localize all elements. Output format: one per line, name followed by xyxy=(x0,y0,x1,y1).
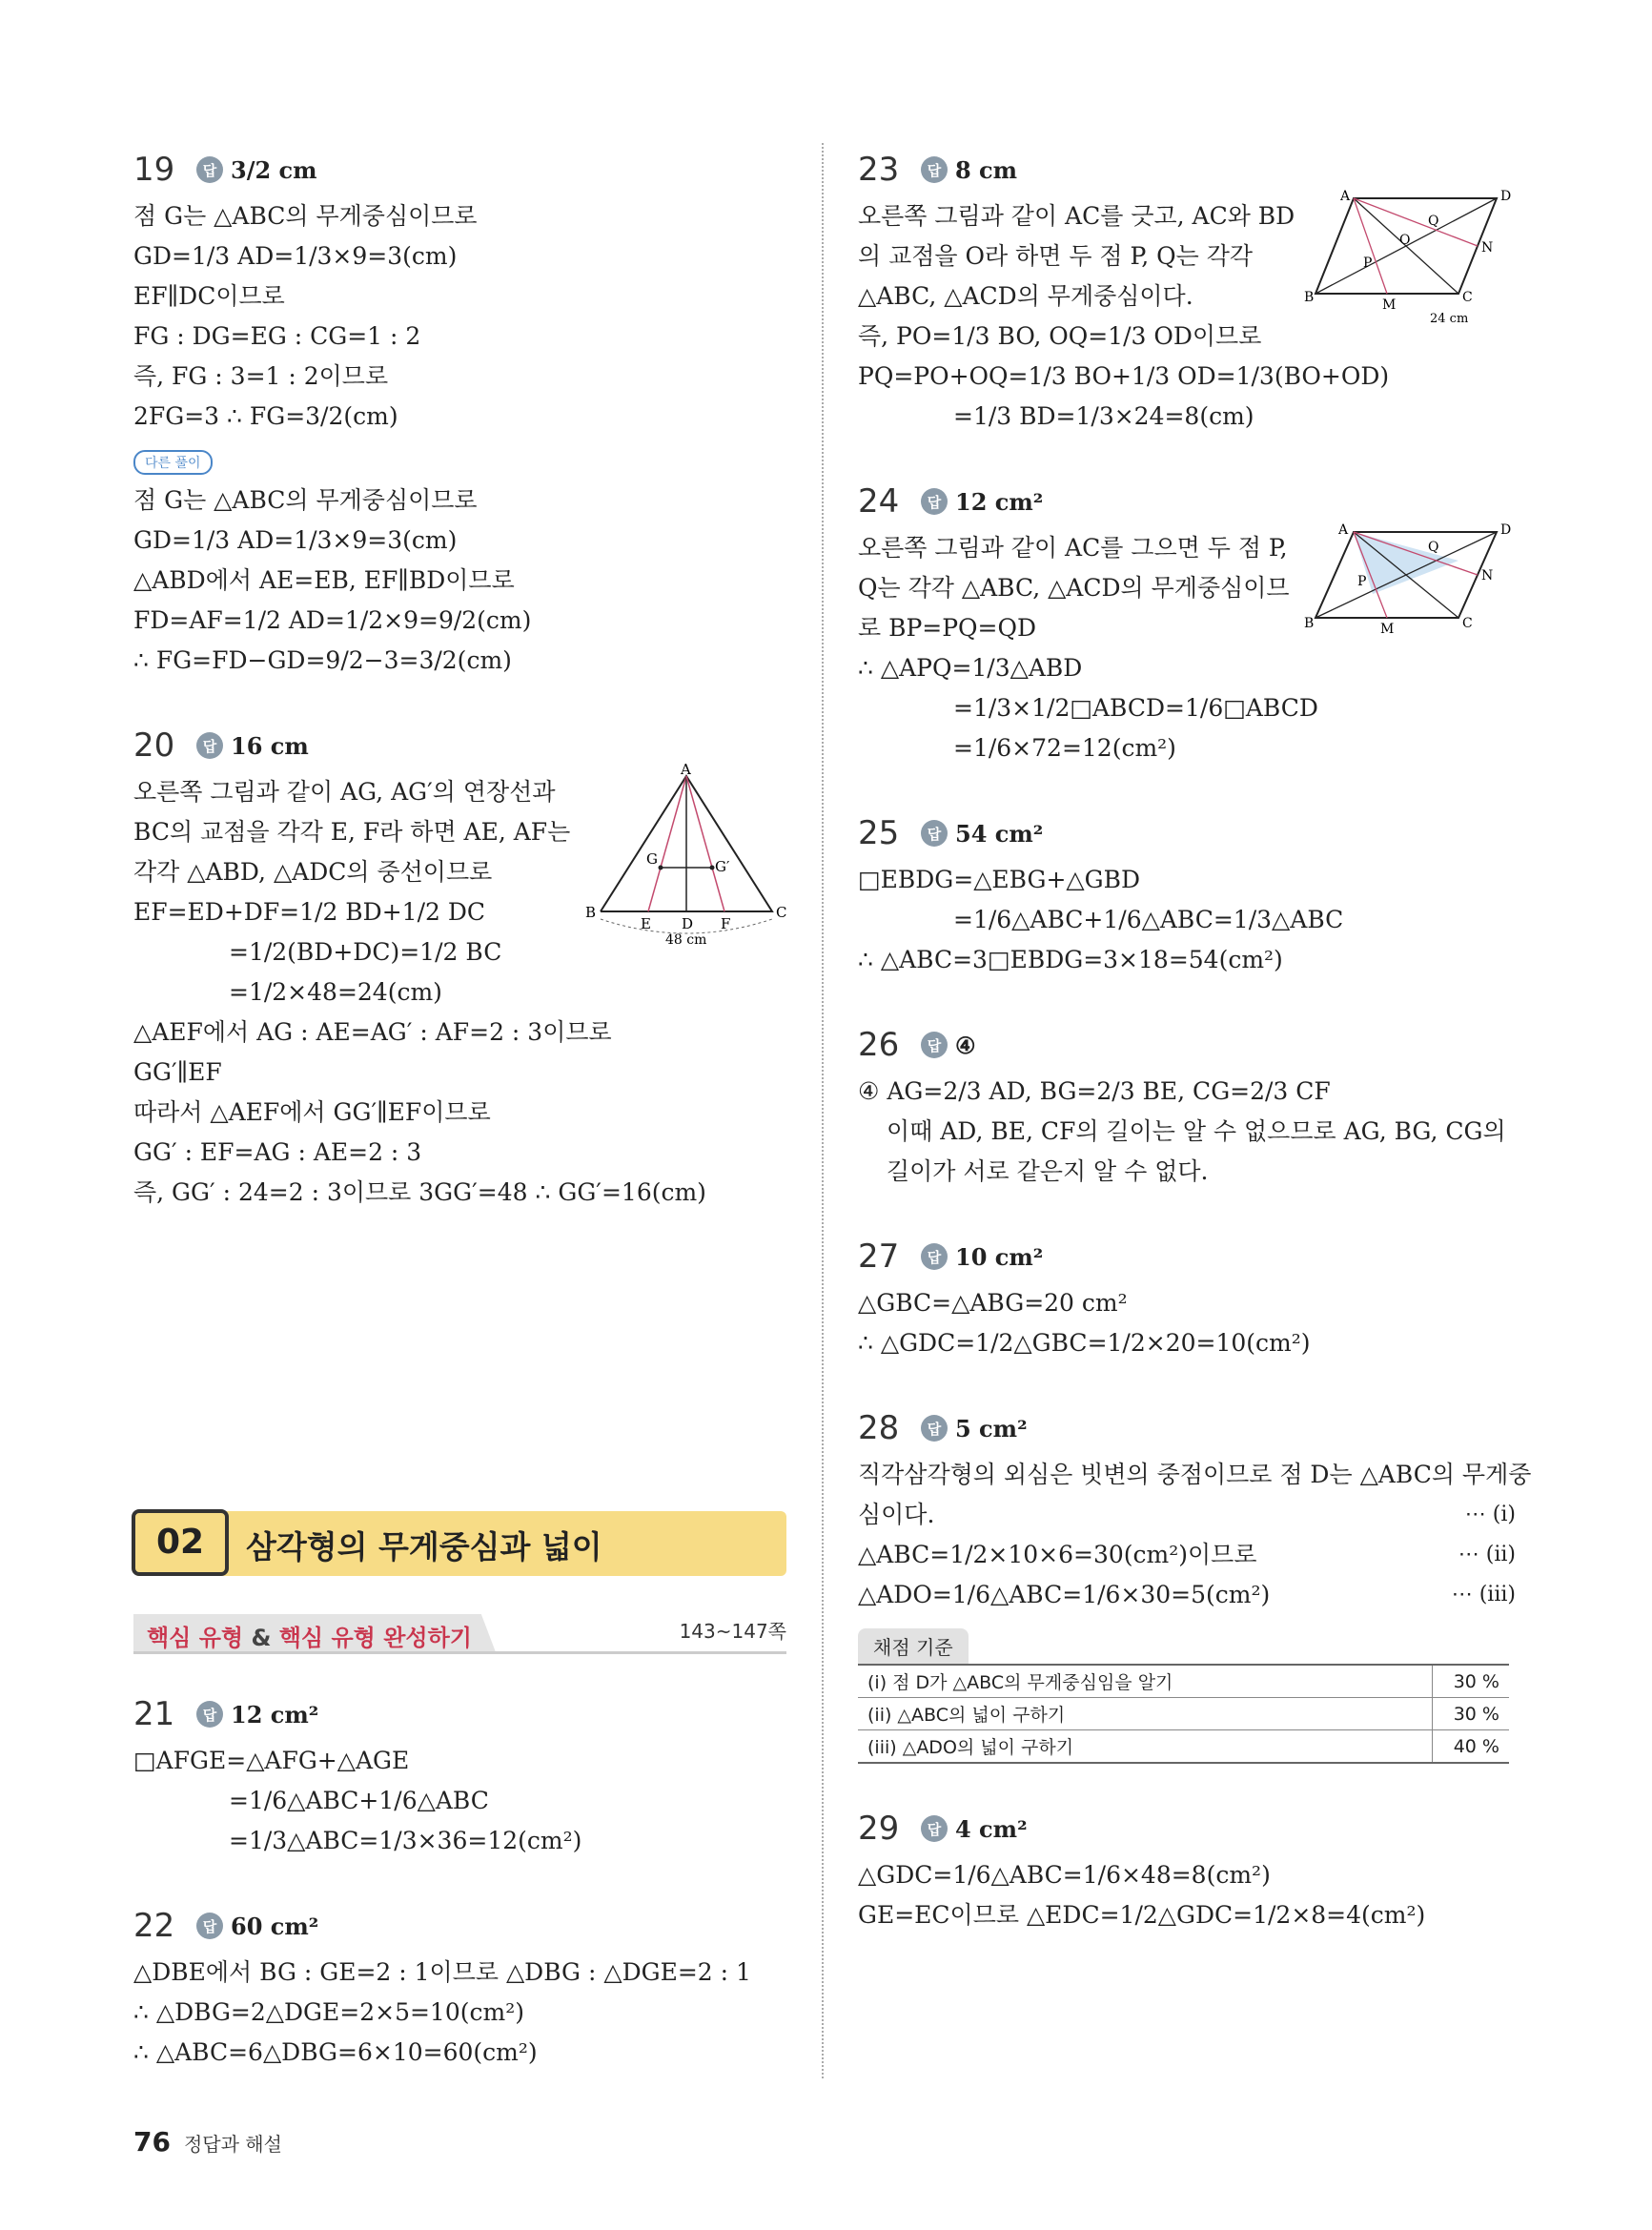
problem-number: 29 xyxy=(858,1810,900,1848)
answer-badge: 답 xyxy=(921,1243,948,1270)
solution-line: 2FG=3 ∴ FG=3/2(cm) xyxy=(133,402,398,430)
step-mark: ⋯ (ii) xyxy=(1458,1543,1516,1566)
solution-line: =1/6×72=12(cm²) xyxy=(953,734,1176,762)
solution-line: =1/3 BD=1/3×24=8(cm) xyxy=(953,402,1254,430)
solution-line: FG : DG=EG : CG=1 : 2 xyxy=(133,322,421,350)
fig-label: D xyxy=(682,915,694,932)
problem-25 xyxy=(858,807,1516,980)
left-column xyxy=(133,143,791,1251)
fig-label: C xyxy=(776,904,787,921)
solution-line: 각각 △ABD, △ADC의 중선이므로 xyxy=(133,858,493,886)
answer: 8 cm xyxy=(955,155,1018,184)
fig-label: D xyxy=(1500,189,1512,204)
solution-line: 길이가 서로 같은지 알 수 없다. xyxy=(887,1157,1209,1185)
solution-line: GG′∥EF xyxy=(133,1058,222,1086)
fig-label: M xyxy=(1382,297,1397,313)
solution-line: △ABC, △ACD의 무게중심이다. xyxy=(858,282,1193,310)
problem-26 xyxy=(858,1018,1516,1192)
solution-line: =1/3×1/2□ABCD=1/6□ABCD xyxy=(953,694,1318,722)
problem-number: 23 xyxy=(858,151,900,189)
fig-label: E xyxy=(641,915,651,932)
problem-22 xyxy=(133,1899,791,2073)
fig-label: Q xyxy=(1428,214,1439,229)
solution-line: 이때 AD, BE, CF의 길이는 알 수 없으므로 AG, BG, CG의 xyxy=(887,1117,1506,1145)
solution-line: 의 교점을 O라 하면 두 점 P, Q는 각각 xyxy=(858,242,1254,270)
fig-label: A xyxy=(681,761,691,778)
solution-line: 오른쪽 그림과 같이 AC를 그으면 두 점 P, xyxy=(858,534,1288,562)
section-title: 삼각형의 무게중심과 넓이 xyxy=(246,1528,602,1565)
table-row: (i) 점 D가 △ABC의 무게중심임을 알기 30 % xyxy=(858,1665,1509,1698)
section-number: 02 xyxy=(132,1509,229,1576)
solution-line: 로 BP=PQ=QD xyxy=(858,614,1037,642)
solution-line: =1/3△ABC=1/3×36=12(cm²) xyxy=(229,1827,582,1854)
alt-solution-label: 다른 풀이 xyxy=(133,450,213,475)
fig-label: B xyxy=(1304,616,1315,631)
answer-badge: 답 xyxy=(196,1913,223,1939)
section-header xyxy=(133,1511,786,1576)
solution-line: 따라서 △AEF에서 GG′∥EF이므로 xyxy=(133,1098,491,1126)
solution-line: 즉, PO=1/3 BO, OQ=1/3 OD이므로 xyxy=(858,322,1262,350)
subsection-title: 핵심 유형 & 핵심 유형 완성하기 xyxy=(147,1625,472,1651)
fig-label: 24 cm xyxy=(1430,312,1469,326)
fig-label: N xyxy=(1481,568,1494,583)
answer-badge: 답 xyxy=(921,1032,948,1058)
answer: 10 cm² xyxy=(955,1242,1044,1271)
subsection-bar xyxy=(133,1614,786,1654)
fig-label: A xyxy=(1340,189,1351,204)
fig-label: C xyxy=(1462,616,1473,631)
fig-label: F xyxy=(721,915,731,932)
solution-line: 즉, FG : 3=1 : 2이므로 xyxy=(133,362,389,390)
solution-line: △ABC=1/2×10×6=30(cm²)이므로 ⋯ (ii) xyxy=(858,1535,1516,1575)
problem-28 xyxy=(858,1401,1532,1764)
solution-line: △ADO=1/6△ABC=1/6×30=5(cm²) ⋯ (iii) xyxy=(858,1575,1516,1615)
answer: 4 cm² xyxy=(955,1814,1028,1843)
solution-line: GG′ : EF=AG : AE=2 : 3 xyxy=(133,1138,422,1166)
answer-badge: 답 xyxy=(921,820,948,847)
problem-20 xyxy=(133,719,791,1213)
problem-number: 26 xyxy=(858,1026,900,1064)
answer: 54 cm² xyxy=(955,819,1044,848)
solution-line: △DBE에서 BG : GE=2 : 1이므로 △DBG : △DGE=2 : 1 xyxy=(133,1958,751,1986)
answer: ④ xyxy=(955,1031,976,1059)
fig-label: B xyxy=(585,904,597,921)
solution-line: =1/6△ABC+1/6△ABC xyxy=(229,1787,489,1814)
problem-number: 25 xyxy=(858,814,900,852)
solution-line: EF∥DC이므로 xyxy=(133,282,285,310)
solution-line: ∴ FG=FD−GD=9/2−3=3/2(cm) xyxy=(133,646,512,674)
problem-number: 22 xyxy=(133,1907,175,1945)
solution-line: 오른쪽 그림과 같이 AG, AG′의 연장선과 xyxy=(133,778,556,806)
answer: 60 cm² xyxy=(231,1912,319,1940)
parallelogram-figure xyxy=(1304,522,1516,637)
problem-24 xyxy=(858,475,1516,768)
page-footer xyxy=(133,2126,282,2158)
solution-line: FD=AF=1/2 AD=1/2×9=9/2(cm) xyxy=(133,606,532,634)
problem-number: 19 xyxy=(133,151,175,189)
solution-line: △GBC=△ABG=20 cm² xyxy=(858,1289,1128,1317)
fig-label: O xyxy=(1399,233,1411,248)
answer: 5 cm² xyxy=(955,1414,1028,1442)
solution-line: ∴ △ABC=3□EBDG=3×18=54(cm²) xyxy=(858,946,1283,973)
solution-line: GD=1/3 AD=1/3×9=3(cm) xyxy=(133,526,458,554)
problem-29 xyxy=(858,1802,1516,1935)
answer-badge: 답 xyxy=(921,1415,948,1442)
fig-label: D xyxy=(1500,522,1512,538)
problem-27 xyxy=(858,1230,1516,1363)
solution-line: □AFGE=△AFG+△AGE xyxy=(133,1747,410,1774)
table-row: (iii) △ADO의 넓이 구하기 40 % xyxy=(858,1730,1509,1764)
answer: 3/2 cm xyxy=(231,155,317,184)
left-column-lower xyxy=(133,1688,791,2111)
fig-label: G xyxy=(646,850,658,868)
solution-line: 오른쪽 그림과 같이 AC를 긋고, AC와 BD xyxy=(858,202,1295,230)
solution-line: △AEF에서 AG : AE=AG′ : AF=2 : 3이므로 xyxy=(133,1018,612,1046)
solution-line: ∴ △APQ=1/3△ABD xyxy=(858,654,1083,682)
solution-line: ∴ △ABC=6△DBG=6×10=60(cm²) xyxy=(133,2038,538,2066)
solution-line: =1/2×48=24(cm) xyxy=(229,978,442,1006)
fig-label: P xyxy=(1363,256,1373,271)
page-number: 76 xyxy=(133,2126,171,2158)
problem-19 xyxy=(133,143,791,681)
column-divider xyxy=(822,143,824,2078)
solution-line: ∴ △DBG=2△DGE=2×5=10(cm²) xyxy=(133,1998,524,2026)
solution-line: △ABD에서 AE=EB, EF∥BD이므로 xyxy=(133,566,515,594)
answer: 16 cm xyxy=(231,731,309,760)
fig-label: 48 cm xyxy=(665,932,707,948)
solution-line: GE=EC이므로 △EDC=1/2△GDC=1/2×8=4(cm²) xyxy=(858,1901,1426,1929)
answer: 12 cm² xyxy=(955,487,1044,516)
solution-line: =1/6△ABC+1/6△ABC=1/3△ABC xyxy=(953,906,1344,933)
table-row: (ii) △ABC의 넓이 구하기 30 % xyxy=(858,1698,1509,1730)
problem-21 xyxy=(133,1688,791,1861)
solution-line: ④ AG=2/3 AD, BG=2/3 BE, CG=2/3 CF xyxy=(858,1077,1331,1105)
solution-line: EF=ED+DF=1/2 BD+1/2 DC xyxy=(133,898,486,926)
answer-badge: 답 xyxy=(196,732,223,759)
fig-label: A xyxy=(1338,522,1349,538)
problem-number: 24 xyxy=(858,482,900,521)
fig-label: Q xyxy=(1428,540,1439,555)
problem-23 xyxy=(858,143,1516,437)
problem-number: 27 xyxy=(858,1238,900,1276)
fig-label: N xyxy=(1481,240,1494,256)
solution-line: Q는 각각 △ABC, △ACD의 무게중심이므 xyxy=(858,574,1290,602)
footer-label: 정답과 해설 xyxy=(183,2133,282,2156)
solution-line: =1/2(BD+DC)=1/2 BC xyxy=(229,938,502,966)
fig-label: M xyxy=(1380,622,1395,637)
solution-line: 심이다. ⋯ (i) xyxy=(858,1495,1516,1535)
page-range: 143~147쪽 xyxy=(679,1620,786,1643)
solution-line: □EBDG=△EBG+△GBD xyxy=(858,866,1141,893)
grading-title: 채점 기준 xyxy=(858,1628,969,1664)
answer-badge: 답 xyxy=(196,156,223,183)
step-mark: ⋯ (i) xyxy=(1464,1503,1516,1526)
right-column xyxy=(858,143,1532,1974)
fig-label: P xyxy=(1357,574,1367,589)
solution-line: GD=1/3 AD=1/3×9=3(cm) xyxy=(133,242,458,270)
solution-line: 직각삼각형의 외심은 빗변의 중점이므로 점 D는 △ABC의 무게중 xyxy=(858,1461,1532,1488)
solution-line: BC의 교점을 각각 E, F라 하면 AE, AF는 xyxy=(133,818,571,846)
solution-line: 점 G는 △ABC의 무게중심이므로 xyxy=(133,486,478,514)
parallelogram-figure xyxy=(1304,189,1516,332)
solution-line: △GDC=1/6△ABC=1/6×48=8(cm²) xyxy=(858,1861,1271,1889)
problem-number: 21 xyxy=(133,1695,175,1733)
fig-label: B xyxy=(1304,290,1315,305)
answer-badge: 답 xyxy=(196,1701,223,1728)
solution-line: 점 G는 △ABC의 무게중심이므로 xyxy=(133,202,478,230)
fig-label: G′ xyxy=(715,858,730,875)
solution-line: ∴ △GDC=1/2△GBC=1/2×20=10(cm²) xyxy=(858,1329,1311,1357)
problem-number: 20 xyxy=(133,726,175,765)
triangle-figure xyxy=(581,761,791,948)
problem-number: 28 xyxy=(858,1409,900,1447)
solution-line: PQ=PO+OQ=1/3 BO+1/3 OD=1/3(BO+OD) xyxy=(858,362,1390,390)
answer-badge: 답 xyxy=(921,156,948,183)
grading-table xyxy=(858,1664,1509,1764)
answer-badge: 답 xyxy=(921,488,948,515)
fig-label: C xyxy=(1462,290,1473,305)
answer-badge: 답 xyxy=(921,1815,948,1842)
solution-line: 즉, GG′ : 24=2 : 3이므로 3GG′=48 ∴ GG′=16(cm) xyxy=(133,1178,706,1206)
answer: 12 cm² xyxy=(231,1700,319,1729)
step-mark: ⋯ (iii) xyxy=(1451,1583,1516,1606)
